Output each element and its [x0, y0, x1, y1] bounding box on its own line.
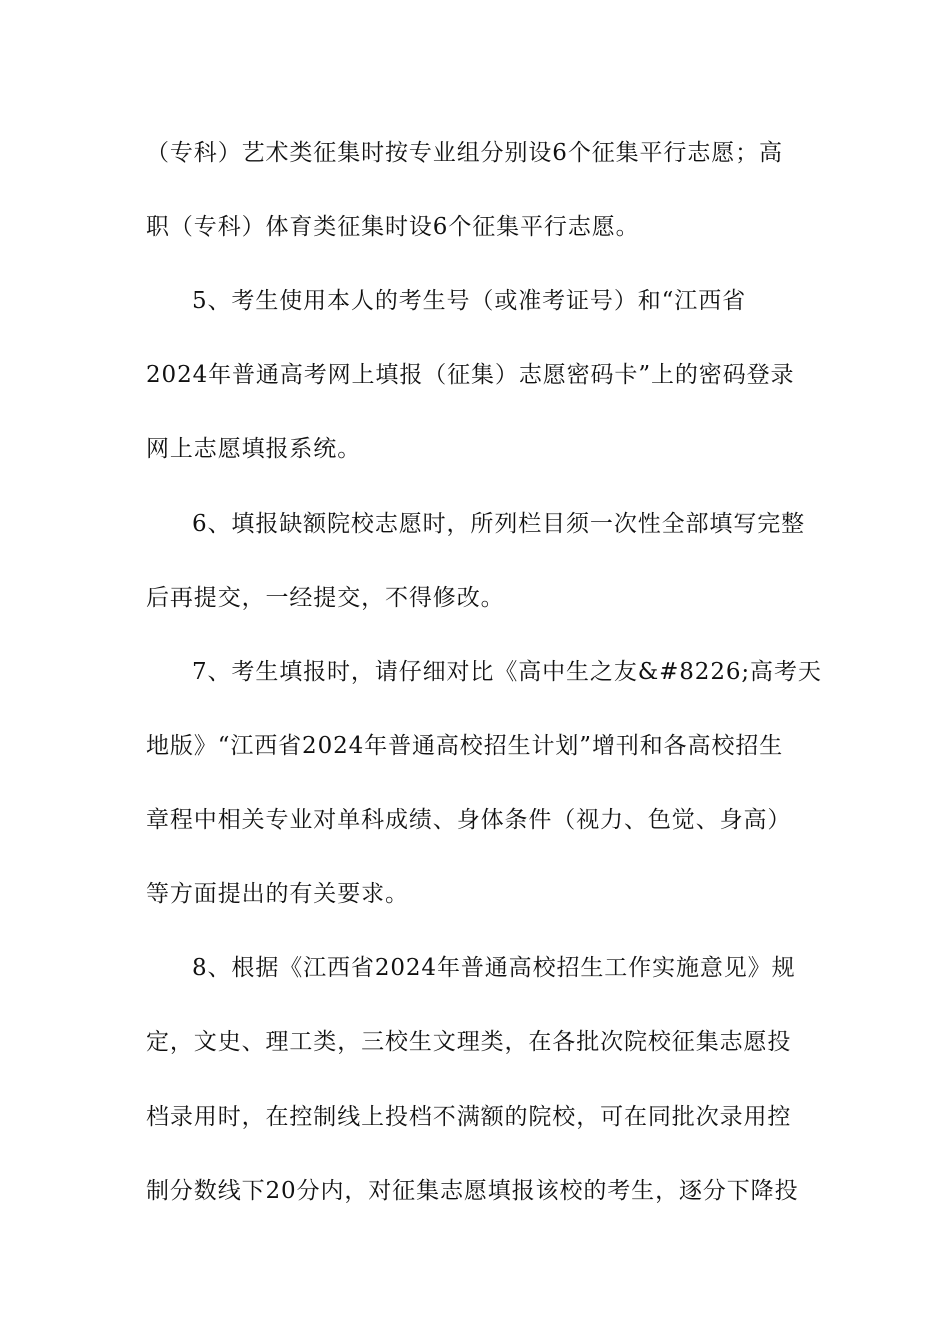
text-line: 等方面提出的有关要求。: [146, 881, 409, 907]
text-line: 定，文史、理工类，三校生文理类，在各批次院校征集志愿投: [146, 1029, 792, 1055]
text-line: 章程中相关专业对单科成绩、身体条件（视力、色觉、身高）: [146, 807, 792, 833]
paragraph-5-start: 5、考生使用本人的考生号（或准考证号）和“江西省: [192, 288, 746, 314]
text-line: 职（专科）体育类征集时设6个征集平行志愿。: [146, 214, 640, 240]
paragraph-7-start: 7、考生填报时，请仔细对比《高中生之友&#8226;高考天: [192, 659, 822, 685]
text-line: 后再提交，一经提交，不得修改。: [146, 585, 505, 611]
text-line: 制分数线下20分内，对征集志愿填报该校的考生，逐分下降投: [146, 1178, 799, 1204]
paragraph-6-start: 6、填报缺额院校志愿时，所列栏目须一次性全部填写完整: [192, 511, 806, 537]
text-line: 地版》“江西省2024年普通高校招生计划”增刊和各高校招生: [146, 733, 784, 759]
text-line: 2024年普通高考网上填报（征集）志愿密码卡”上的密码登录: [146, 362, 795, 388]
text-line: 档录用时，在控制线上投档不满额的院校，可在同批次录用控: [146, 1104, 792, 1130]
paragraph-8-start: 8、根据《江西省2024年普通高校招生工作实施意见》规: [192, 955, 796, 981]
text-line: （专科）艺术类征集时按专业组分别设6个征集平行志愿；高: [146, 140, 783, 166]
text-line: 网上志愿填报系统。: [146, 436, 362, 462]
